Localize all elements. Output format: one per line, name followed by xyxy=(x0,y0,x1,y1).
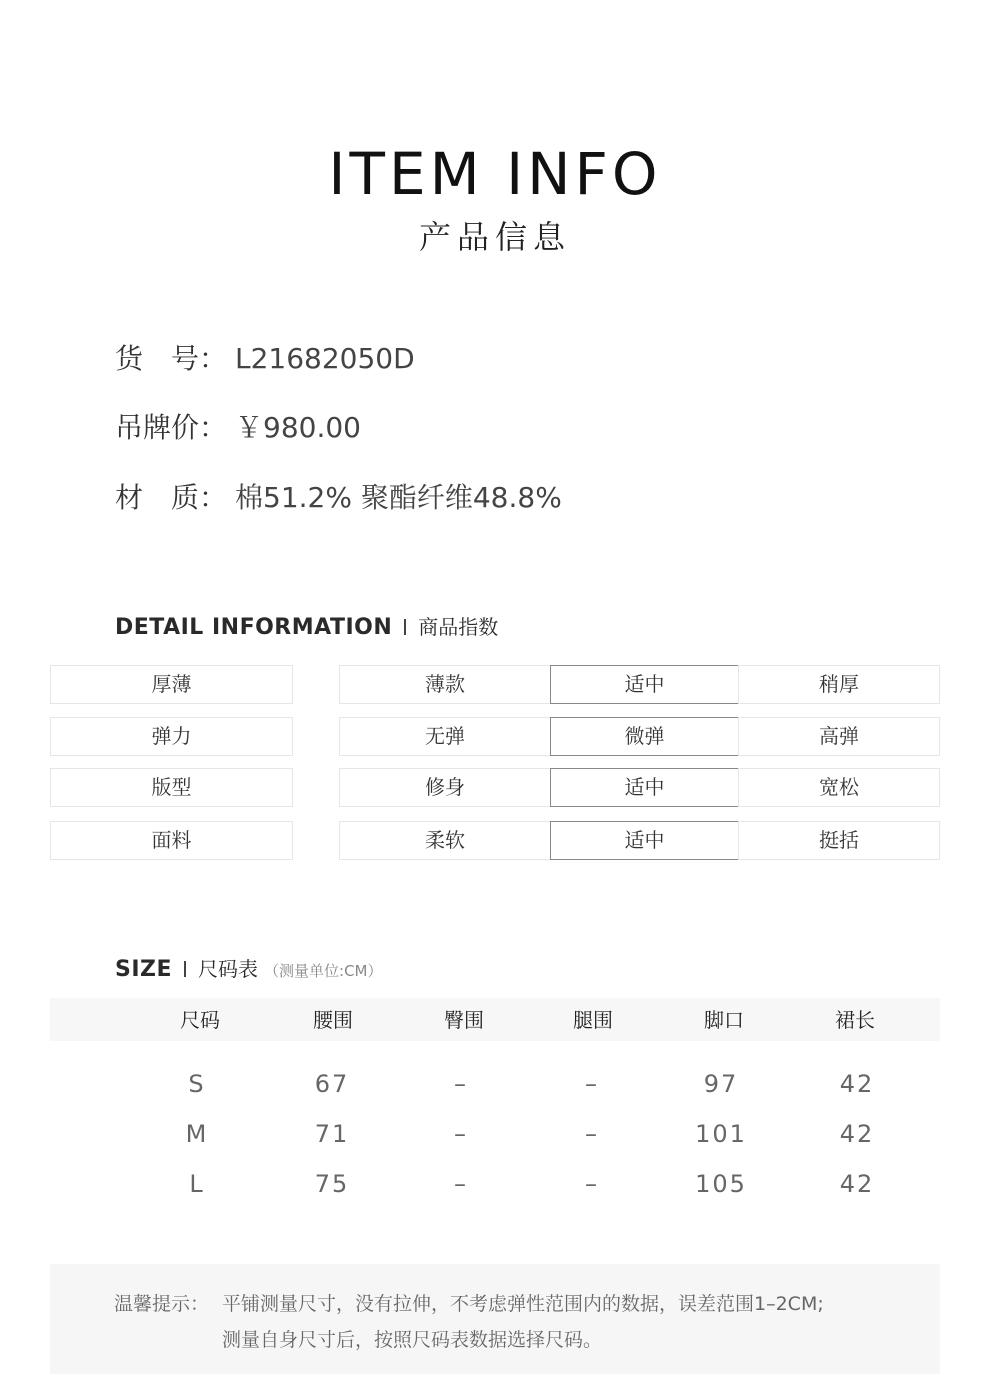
page-title: ITEM INFO xyxy=(328,140,662,208)
detail-option-selected: 适中 xyxy=(550,821,739,860)
tip-label: 温馨提示： xyxy=(114,1293,210,1315)
size-cell: 42 xyxy=(839,1070,875,1098)
tip-box xyxy=(50,1264,940,1374)
detail-row-name: 厚薄 xyxy=(50,665,293,704)
size-cell: 75 xyxy=(314,1170,350,1198)
detail-option-selected: 适中 xyxy=(550,768,739,807)
detail-row-name: 版型 xyxy=(50,768,293,807)
size-col-header: 腿围 xyxy=(573,1008,613,1032)
detail-option-selected: 微弹 xyxy=(550,717,739,756)
size-col-header: 尺码 xyxy=(180,1008,220,1032)
size-cell: 67 xyxy=(314,1070,350,1098)
size-unit-note: （测量单位:CM） xyxy=(264,962,383,980)
size-cell: – xyxy=(454,1120,468,1148)
size-cell: L xyxy=(189,1170,205,1198)
detail-heading-cn: 商品指数 xyxy=(418,615,499,639)
size-col-header: 腰围 xyxy=(313,1008,353,1032)
size-cell: – xyxy=(454,1070,468,1098)
size-cell: – xyxy=(454,1170,468,1198)
divider xyxy=(404,619,406,635)
size-cell: 71 xyxy=(314,1120,350,1148)
detail-section-heading xyxy=(115,612,498,642)
info-label: 吊牌价： xyxy=(115,411,228,444)
detail-option: 挺括 xyxy=(738,821,940,860)
detail-option: 无弹 xyxy=(339,717,551,756)
size-cell: – xyxy=(585,1170,599,1198)
detail-option: 修身 xyxy=(339,768,551,807)
page-subtitle: 产品信息 xyxy=(418,218,571,256)
size-cell: – xyxy=(585,1070,599,1098)
info-row-material xyxy=(115,478,562,518)
tip-line-2: 测量自身尺寸后，按照尺码表数据选择尺码。 xyxy=(222,1329,603,1351)
size-col-header: 脚口 xyxy=(704,1008,744,1032)
size-cell: 42 xyxy=(839,1170,875,1198)
divider xyxy=(184,961,186,977)
info-row-item-number xyxy=(115,339,415,379)
size-heading-cn: 尺码表 xyxy=(198,957,259,981)
size-cell: 105 xyxy=(695,1170,747,1198)
size-cell: S xyxy=(188,1070,206,1098)
size-cell: – xyxy=(585,1120,599,1148)
size-col-header: 臀围 xyxy=(444,1008,484,1032)
tip-line-1: 平铺测量尺寸，没有拉伸，不考虑弹性范围内的数据，误差范围1–2CM; xyxy=(222,1293,824,1315)
size-col-header: 裙长 xyxy=(835,1008,875,1032)
detail-option: 柔软 xyxy=(339,821,551,860)
info-label: 材 质： xyxy=(115,481,228,514)
size-cell: 42 xyxy=(839,1120,875,1148)
detail-heading-en: DETAIL INFORMATION xyxy=(115,615,393,640)
info-value: 棉51.2% 聚酯纤维48.8% xyxy=(235,481,562,514)
info-label: 货 号： xyxy=(115,342,228,375)
detail-option: 宽松 xyxy=(738,768,940,807)
detail-option: 高弹 xyxy=(738,717,940,756)
detail-option: 稍厚 xyxy=(738,665,940,704)
detail-option: 薄款 xyxy=(339,665,551,704)
info-row-price xyxy=(115,408,361,448)
info-value: ￥980.00 xyxy=(235,411,361,444)
detail-row-name: 面料 xyxy=(50,821,293,860)
detail-option-selected: 适中 xyxy=(550,665,739,704)
info-value: L21682050D xyxy=(235,342,415,375)
size-heading-en: SIZE xyxy=(115,957,173,982)
size-cell: 101 xyxy=(695,1120,747,1148)
size-cell: M xyxy=(185,1120,209,1148)
size-cell: 97 xyxy=(703,1070,739,1098)
detail-row-name: 弹力 xyxy=(50,717,293,756)
size-section-heading xyxy=(115,954,383,984)
